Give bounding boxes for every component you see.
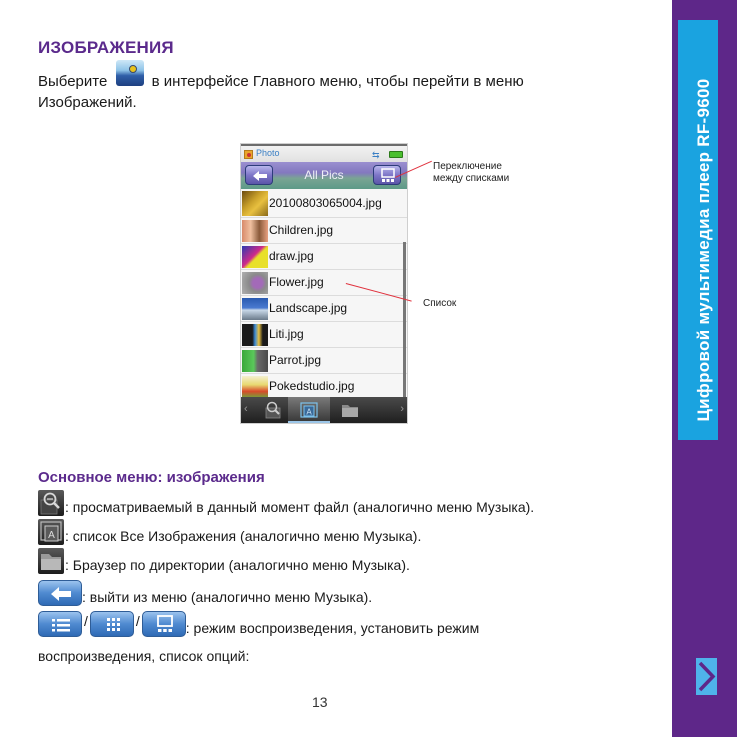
intro-paragraph	[38, 64, 598, 113]
magnifier-icon	[264, 401, 284, 419]
next-page-button[interactable]	[696, 658, 717, 695]
file-name: Flower.jpg	[269, 275, 324, 289]
intro-text-after: в интерфейсе Главного меню, чтобы перейти в меню Изображений.	[38, 73, 524, 111]
list-item[interactable]	[241, 218, 407, 244]
page-number: 13	[312, 694, 328, 710]
thumbnail	[242, 220, 268, 242]
tab-directory[interactable]	[329, 397, 371, 423]
screen-header	[241, 162, 407, 189]
menu-item-text: : режим воспроизведения, установить режим	[185, 620, 480, 636]
menu-item-exit	[38, 580, 372, 606]
file-name: Liti.jpg	[269, 327, 304, 341]
separator: /	[135, 613, 140, 629]
file-name: Landscape.jpg	[269, 301, 348, 315]
all-list-icon	[299, 401, 319, 419]
device-screenshot	[240, 143, 408, 424]
list-item[interactable]	[241, 322, 407, 348]
file-name: 20100803065004.jpg	[269, 196, 382, 210]
thumbnail	[242, 350, 268, 372]
folder-icon	[38, 548, 64, 574]
list-item[interactable]	[241, 348, 407, 374]
photo-icon	[244, 150, 253, 159]
list-view-icon	[38, 611, 82, 637]
sidebar	[672, 0, 737, 737]
now-viewing-icon	[38, 490, 64, 516]
menu-item-text: : список Все Изображения (аналогично меню Музыка).	[65, 528, 422, 544]
single-view-icon	[142, 611, 186, 637]
status-app-title: Photo	[256, 148, 280, 158]
menu-item-text: : выйти из меню (аналогично меню Музыка).	[82, 589, 373, 605]
callout-switch-lists: Переключение между списками	[433, 161, 510, 184]
grid-view-icon	[90, 611, 134, 637]
svg-text:A: A	[48, 530, 55, 541]
list-item[interactable]	[241, 244, 407, 270]
usb-icon: ⇆	[372, 150, 380, 160]
list-item[interactable]	[241, 296, 407, 322]
status-bar	[241, 144, 407, 162]
photo-app-icon	[116, 60, 144, 86]
tab-prev-arrow[interactable]: ‹	[244, 403, 248, 415]
file-name: draw.jpg	[269, 249, 314, 263]
menu-item-text: : Браузер по директории (аналогично меню Музыка).	[65, 557, 410, 573]
file-list[interactable]	[241, 189, 407, 400]
sidebar-title-strip	[678, 20, 718, 440]
menu-item-playback-mode	[38, 611, 479, 637]
thumbnail	[242, 272, 268, 294]
thumbnail	[242, 376, 268, 398]
menu-item-text: : просматриваемый в данный момент файл (аналогично меню Музыка).	[65, 499, 535, 515]
product-title: Цифровой мультимедиа плеер RF-9600	[694, 78, 713, 422]
thumbnail	[242, 191, 268, 216]
thumbnail	[242, 246, 268, 268]
main-menu-heading: Основное меню: изображения	[38, 469, 265, 486]
menu-item-directory	[38, 548, 410, 574]
separator: /	[84, 613, 88, 629]
file-name: Pokedstudio.jpg	[269, 379, 355, 393]
bottom-tab-bar	[241, 397, 407, 423]
callout-list: Список	[423, 298, 457, 309]
file-name: Children.jpg	[269, 223, 334, 237]
tab-all-pictures[interactable]	[288, 397, 330, 423]
tab-next-arrow[interactable]: ›	[400, 403, 404, 415]
menu-item-now-viewing	[38, 490, 534, 516]
thumbnail	[242, 324, 268, 346]
menu-item-continuation: воспроизведения, список опций:	[38, 648, 250, 664]
intro-text-before: Выберите	[38, 73, 108, 90]
folder-icon	[340, 401, 360, 419]
chevron-right-icon	[696, 658, 717, 695]
list-scrollbar[interactable]	[403, 242, 406, 397]
back-arrow-icon	[38, 580, 82, 606]
battery-icon	[389, 151, 403, 158]
file-name: Parrot.jpg	[269, 353, 322, 367]
section-heading: ИЗОБРАЖЕНИЯ	[38, 38, 174, 57]
svg-text:A: A	[306, 407, 312, 417]
all-pictures-icon	[38, 519, 64, 545]
menu-item-all-pictures	[38, 519, 421, 545]
thumbnail	[242, 298, 268, 320]
list-item[interactable]	[241, 189, 407, 218]
screen-title: All Pics	[304, 168, 344, 182]
